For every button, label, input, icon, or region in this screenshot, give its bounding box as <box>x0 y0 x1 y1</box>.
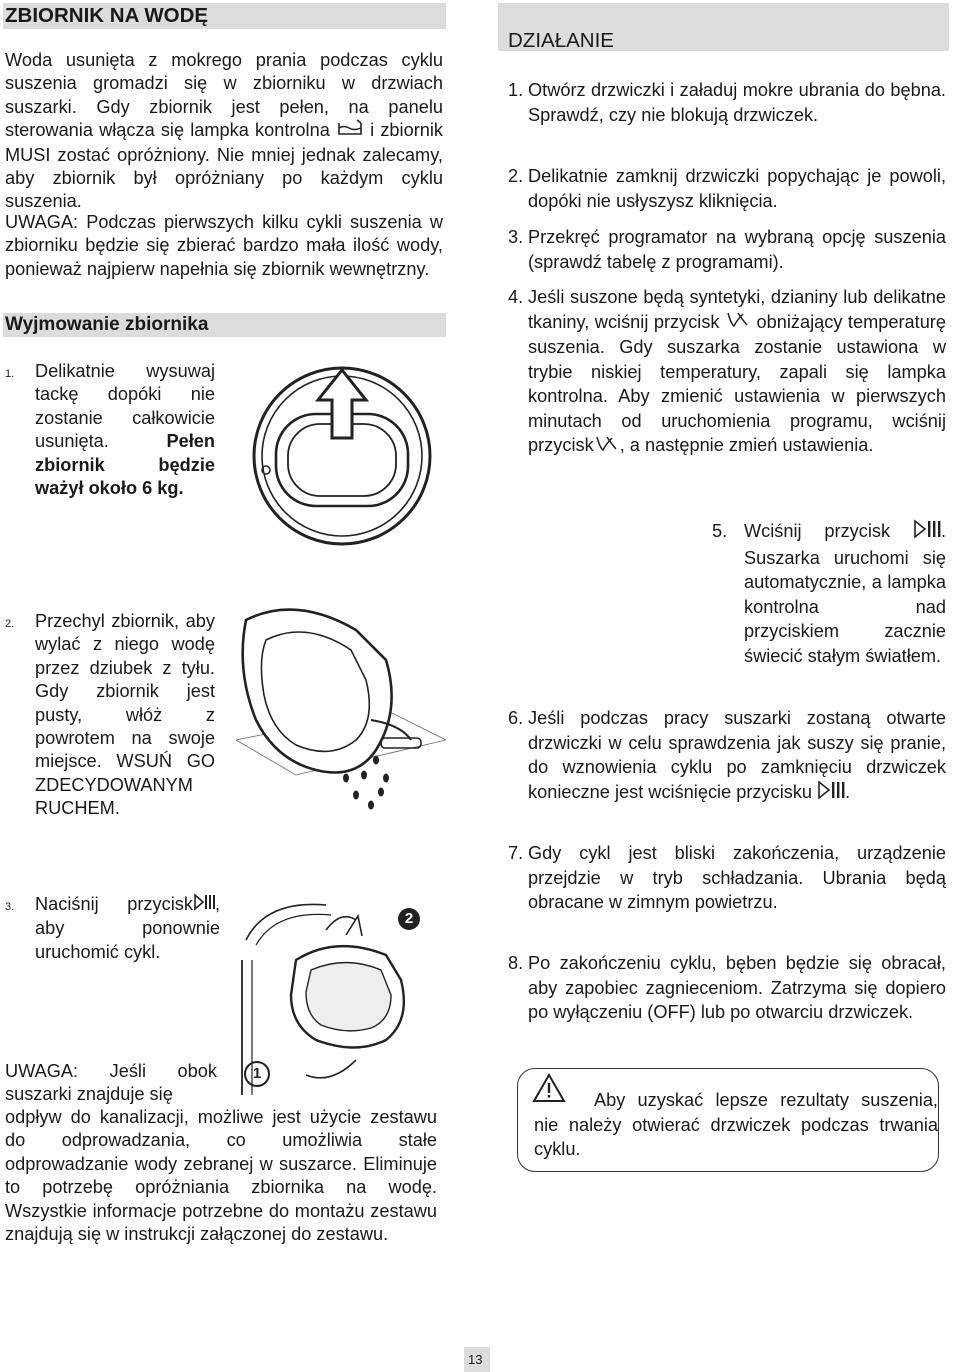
intro-text-b: i zbiornik MUSI zostać opróżniony. Nie mniej jednak zalecamy, aby zbiornik był opróżniany po każdym cyklu suszenia. <box>5 120 443 212</box>
start-pause-icon <box>913 519 941 546</box>
removal-step-2 <box>5 610 215 821</box>
section-title: ZBIORNIK NA WODĘ <box>5 4 209 27</box>
figure-step-badge-2: 2 <box>398 908 420 930</box>
item-text: Gdy cykl jest bliski zakończenia, urządzenie przejdzie w tryb schładzania. Ubrania będą obracane w zimnym powietrzu. <box>528 843 946 913</box>
item-text: Przekręć programator na wybraną opcję suszenia (sprawdź tabelę z programami). <box>528 227 946 272</box>
subheader-tank-removal <box>3 313 446 337</box>
operation-item-8 <box>508 951 946 1025</box>
warning-box <box>517 1068 939 1172</box>
low-temperature-icon <box>725 310 751 335</box>
item-number: 4. <box>508 287 524 307</box>
operation-item-2 <box>508 164 946 213</box>
item-text-c: , a następnie zmień ustawienia. <box>619 435 874 456</box>
item-text-b: obniżający temperaturę suszenia. Gdy suszarka zostanie ustawiona w trybie niskiej temperatury, zapali się lampka kontrolna. Aby zmienić ustawienia w pierwszych minutach od uruchomienia programu, wciśnij przycisk <box>528 311 946 456</box>
step-bold-text: Pełen zbiornik będzie ważył około 6 kg. <box>35 431 215 499</box>
page-number: 13 <box>468 1352 483 1367</box>
note-drain-kit-a <box>5 1060 217 1107</box>
item-text-a: Jeśli suszone będą syntetyki, dzianiny lub delikatne tkaniny, wciśnij przycisk <box>528 287 946 332</box>
removal-step-1 <box>5 360 215 500</box>
intro-text-a: Woda usunięta z mokrego prania podczas cyklu suszenia gromadzi się w zbiorniku w drzwiach suszarki. Gdy zbiornik jest pełen, na panelu sterowania włącza się lampka kontrolna <box>5 50 443 141</box>
operation-item-6 <box>508 706 946 806</box>
subheader-text: Wyjmowanie zbiornika <box>5 314 209 335</box>
item-text: Po zakończeniu cyklu, bęben będzie się obracał, aby zapobiec zagnieceniom. Zatrzyma się dopiero po wyłączeniu (OFF) lub po otwarciu drzwiczek. <box>528 953 946 1023</box>
figure-tank-emptying <box>236 600 446 820</box>
note-drain-kit-b <box>5 1106 437 1246</box>
start-pause-icon <box>817 780 845 807</box>
item-text: Delikatnie zamknij drzwiczki popychając je powoli, dopóki nie usłyszysz kliknięcia. <box>528 166 946 211</box>
item-number: 6. <box>508 708 524 728</box>
note-paragraph <box>5 211 443 281</box>
section-header-operation <box>498 3 949 51</box>
intro-paragraph <box>5 49 443 214</box>
step-text: Przechyl zbiornik, aby wylać z niego wodę przez dziubek z tyłu. Gdy zbiornik jest pusty, włóż z powrotem na swoje miejsce. WSUŃ GO ZDECYDOWANYM RUCHEM. <box>35 611 215 819</box>
operation-item-4 <box>508 285 946 459</box>
start-pause-icon <box>193 893 215 917</box>
figure-tank-removal <box>246 360 436 550</box>
item-number: 5. <box>712 521 728 541</box>
water-tank-indicator-icon <box>336 119 364 143</box>
low-temperature-icon <box>594 434 620 459</box>
figure-step-badge-1: 1 <box>244 1061 270 1087</box>
note2-text-a: Jeśli obok suszarki znajduje się <box>5 1061 217 1105</box>
removal-step-3 <box>5 893 220 964</box>
note2-text-b: odpływ do kanalizacji, możliwe jest użycie zestawu do odprowadzania, co umożliwia stałe odprowadzanie wody zebranej w suszarce. Eliminuje to potrzebę opróżniania zbiornika na wodę. Wszystkie informacje potrzebne do montażu zestawu znajdują się w instrukcji załączonej do zestawu. <box>5 1107 437 1245</box>
note-text: Podczas pierwszych kilku cykli suszenia w zbiorniku będzie się zbierać bardzo mała ilość wody, ponieważ najpierw napełnia się zbiornik wewnętrzny. <box>5 212 443 279</box>
step-number: 3. <box>5 901 15 913</box>
figure-tank-reinsert <box>236 900 446 1100</box>
item-text-a: Wciśnij przycisk <box>744 521 891 542</box>
operation-item-3 <box>508 225 946 274</box>
operation-item-7 <box>508 841 946 915</box>
page-number-box <box>464 1347 490 1372</box>
operation-item-5 <box>712 519 946 669</box>
item-text-a: Jeśli podczas pracy suszarki zostaną otwarte drzwiczki w celu sprawdzenia jak suszy się pranie, do wznowienia cyklu po zamknięciu drzwiczek konieczne jest wciśnięcie przycisku <box>528 708 946 802</box>
operation-title: DZIAŁANIE <box>508 29 614 52</box>
step-number: 2. <box>5 618 15 630</box>
item-number: 2. <box>508 166 524 186</box>
item-text-b: . <box>845 781 851 802</box>
step-number: 1. <box>5 368 15 380</box>
item-number: 1. <box>508 80 524 100</box>
step-text-b: , aby ponownie uruchomić cykl. <box>35 894 220 962</box>
item-text-b: . Suszarka uruchomi się automatycznie, a lampka kontrolna nad przyciskiem zacznie świecić stałym światłem. <box>744 521 946 666</box>
warning-text-content: Aby uzyskać lepsze rezultaty suszenia, nie należy otwierać drzwiczek podczas trwania cyklu. <box>534 1090 938 1160</box>
item-text: Otwórz drzwiczki i załaduj mokre ubrania do bębna. Sprawdź, czy nie blokują drzwiczek. <box>528 80 946 125</box>
item-number: 3. <box>508 227 524 247</box>
item-number: 7. <box>508 843 524 863</box>
note-label: UWAGA: <box>5 212 79 232</box>
step-text-a: Naciśnij przycisk <box>35 894 193 915</box>
section-header-water-tank <box>3 3 446 29</box>
step-text: Delikatnie wysuwaj tackę dopóki nie zostanie całkowicie usunięta. <box>35 361 215 452</box>
item-number: 8. <box>508 953 524 973</box>
warning-text <box>534 1088 938 1162</box>
operation-item-1 <box>508 78 946 127</box>
note2-label: UWAGA: <box>5 1061 79 1081</box>
